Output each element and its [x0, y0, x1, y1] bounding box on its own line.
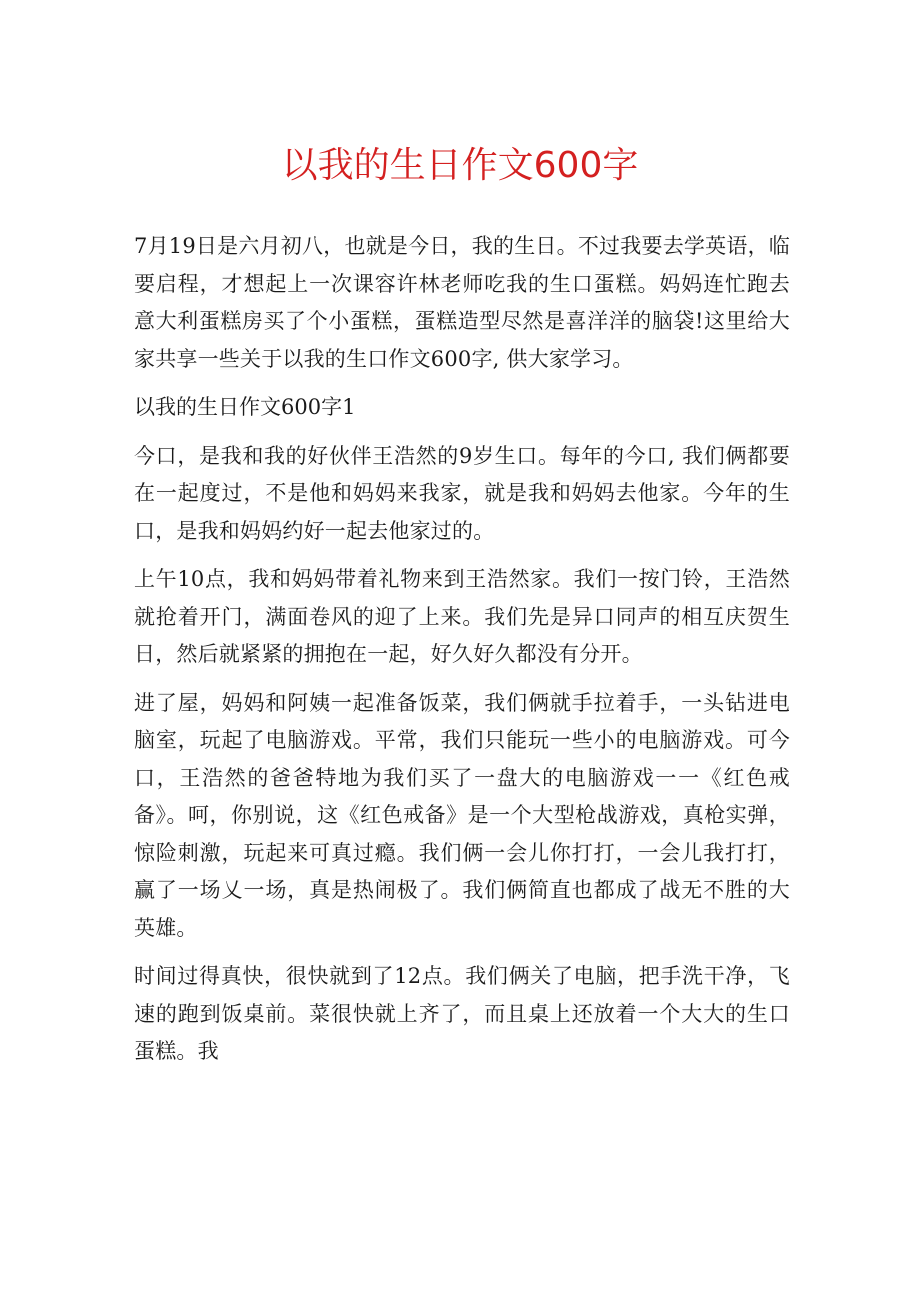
paragraph: 今口，是我和我的好伙伴王浩然的9岁生口。每年的今口, 我们俩都要在一起度过，不是他和妈妈来我家，就是我和妈妈去他家。今年的生口，是我和妈妈约好一起去他家过的。: [134, 443, 790, 543]
document-body: [134, 228, 790, 1082]
paragraph: 进了屋，妈妈和阿姨一起准备饭菜，我们俩就手拉着手，一头钻进电脑室，玩起了电脑游戏。平常，我们只能玩一些小的电脑游戏。可今口，王浩然的爸爸特地为我们买了一盘大的电脑游戏一一《红色戒备》。呵，你别说，这《红色戒备》是一个大型枪战游戏，真枪实弹，惊险刺激，玩起来可真过瘾。我们俩一会儿你打打，一会儿我打打，赢了一场乂一场，真是热闹极了。我们俩简直也都成了战无不胜的大英雄。: [134, 690, 790, 940]
section-heading: 以我的生日作文600字1: [134, 395, 356, 419]
paragraph-intro: 7月19日是六月初八，也就是今日，我的生日。不过我要去学英语，临要启程，才想起上一次课容许林老师吃我的生口蛋糕。妈妈连忙跑去意大利蛋糕房买了个小蛋糕，蛋糕造型尽然是喜洋洋的脑袋!这里给大家共享一些关于以我的生口作文600字, 供大家学习。: [134, 234, 790, 371]
paragraph: 时间过得真快，很快就到了12点。我们俩关了电脑，把手洗干净，飞速的跑到饭桌前。菜很快就上齐了，而且桌上还放着一个大大的生口蛋糕。我: [134, 964, 790, 1063]
document-title: 以我的生日作文600字: [281, 145, 639, 186]
paragraph: 上午10点，我和妈妈带着礼物来到王浩然家。我们一按门铃，王浩然就抢着开门，满面卷风的迎了上来。我们先是异口同声的相互庆贺生日，然后就紧紧的拥抱在一起，好久好久都没有分开。: [134, 567, 790, 666]
